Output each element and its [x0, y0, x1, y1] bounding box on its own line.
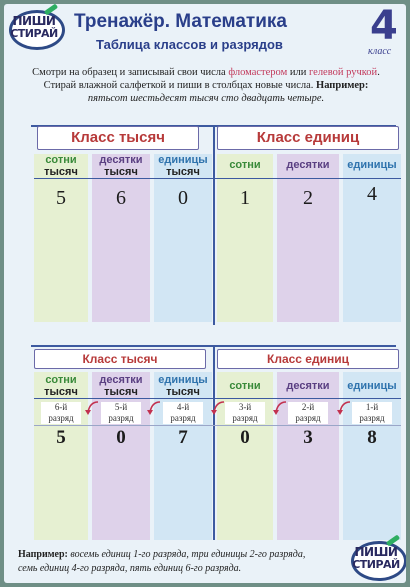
- table2-digit-3[interactable]: 7: [178, 427, 188, 448]
- table2-head-3: единицы тысяч: [158, 374, 208, 398]
- table2-rank-5: 2-й разряд: [288, 402, 328, 424]
- logo-line1: ПИШИ: [12, 14, 56, 28]
- table1-head-4: сотни: [229, 159, 261, 171]
- table1-class-units: Класс единиц: [217, 126, 399, 150]
- table1-col-tens-thousands: [92, 154, 150, 322]
- table2-head-6: единицы: [347, 380, 397, 392]
- table2-head-5: десятки: [286, 380, 330, 392]
- rank-arrows-icon: [30, 398, 400, 418]
- table1-col-hundreds: [217, 154, 273, 322]
- page-subtitle: Таблица классов и разрядов: [96, 37, 283, 52]
- table1-class-divider: [213, 125, 215, 325]
- instructions: Смотри на образец и записывай свои числа фломастером или гелевой ручкой. Стирай влажной салфеткой и пиши в столбцах новые числа. Например: пятьсот шестьдесят тысяч сто двадцать четыре.: [10, 66, 402, 105]
- table1-col-units: [343, 154, 401, 322]
- table1-header-underline: [34, 178, 401, 179]
- table2-digit-6[interactable]: 8: [367, 427, 377, 448]
- table2-rank-6: 1-й разряд: [352, 402, 392, 424]
- table2-head-1: сотни тысяч: [44, 374, 78, 398]
- logo-pishi-stirai-bottom: ПИШИ СТИРАЙ: [348, 537, 404, 579]
- table2-digit-1[interactable]: 5: [56, 427, 66, 448]
- table2-digit-4[interactable]: 0: [240, 427, 250, 448]
- table2-rank-2: 5-й разряд: [101, 402, 141, 424]
- page-title: Тренажёр. Математика: [74, 11, 287, 32]
- table2-rank-4: 3-й разряд: [225, 402, 265, 424]
- table1-col-units-thousands: [154, 154, 212, 322]
- grade-number: 4: [370, 4, 398, 49]
- table1-head-3: единицы тысяч: [158, 154, 208, 178]
- bottom-example: Например: восемь единиц 1-го разряда, три единицы 2-го разряда, семь единиц 4-го разряда, пять единиц 6-го разряда.: [18, 549, 306, 574]
- table1-head-5: десятки: [286, 159, 330, 171]
- table1-col-hundreds-thousands: [34, 154, 88, 322]
- table2-class-units: Класс единиц: [217, 349, 399, 369]
- logo-line2: СТИРАЙ: [10, 27, 58, 40]
- pen-word: гелевой ручкой: [308, 67, 378, 78]
- table2-digit-5[interactable]: 3: [303, 427, 313, 448]
- table1-digit-3[interactable]: 0: [178, 187, 188, 209]
- logo-pishi-stirai: [6, 6, 62, 48]
- table1-head-6: единицы: [347, 159, 397, 171]
- table1-class-thousands: Класс тысяч: [37, 126, 199, 150]
- table1-head-2: десятки тысяч: [99, 154, 143, 178]
- marker-word: фломастером: [228, 67, 288, 78]
- example-text: пятьсот шестьдесят тысяч сто двадцать четыре.: [87, 93, 325, 104]
- table2-rank-3: 4-й разряд: [163, 402, 203, 424]
- table1-head-1: сотни тысяч: [44, 154, 78, 178]
- table2-rank-1: 6-й разряд: [41, 402, 81, 424]
- table2-class-thousands: Класс тысяч: [34, 349, 206, 369]
- table1-digit-4[interactable]: 1: [240, 187, 250, 209]
- worksheet: [4, 4, 406, 583]
- table1-digit-6[interactable]: 4: [367, 183, 377, 205]
- table2-digit-2[interactable]: 0: [116, 427, 126, 448]
- table2-head-2: десятки тысяч: [99, 374, 143, 398]
- table2-head-4: сотни: [229, 380, 261, 392]
- table1-col-tens: [277, 154, 339, 322]
- table2-rank-underline: [34, 425, 401, 426]
- table2-class-divider: [213, 345, 215, 540]
- table1-digit-1[interactable]: 5: [56, 187, 66, 209]
- grade-label: класс: [368, 46, 392, 57]
- table1-digit-5[interactable]: 2: [303, 187, 313, 209]
- table1-digit-2[interactable]: 6: [116, 187, 126, 209]
